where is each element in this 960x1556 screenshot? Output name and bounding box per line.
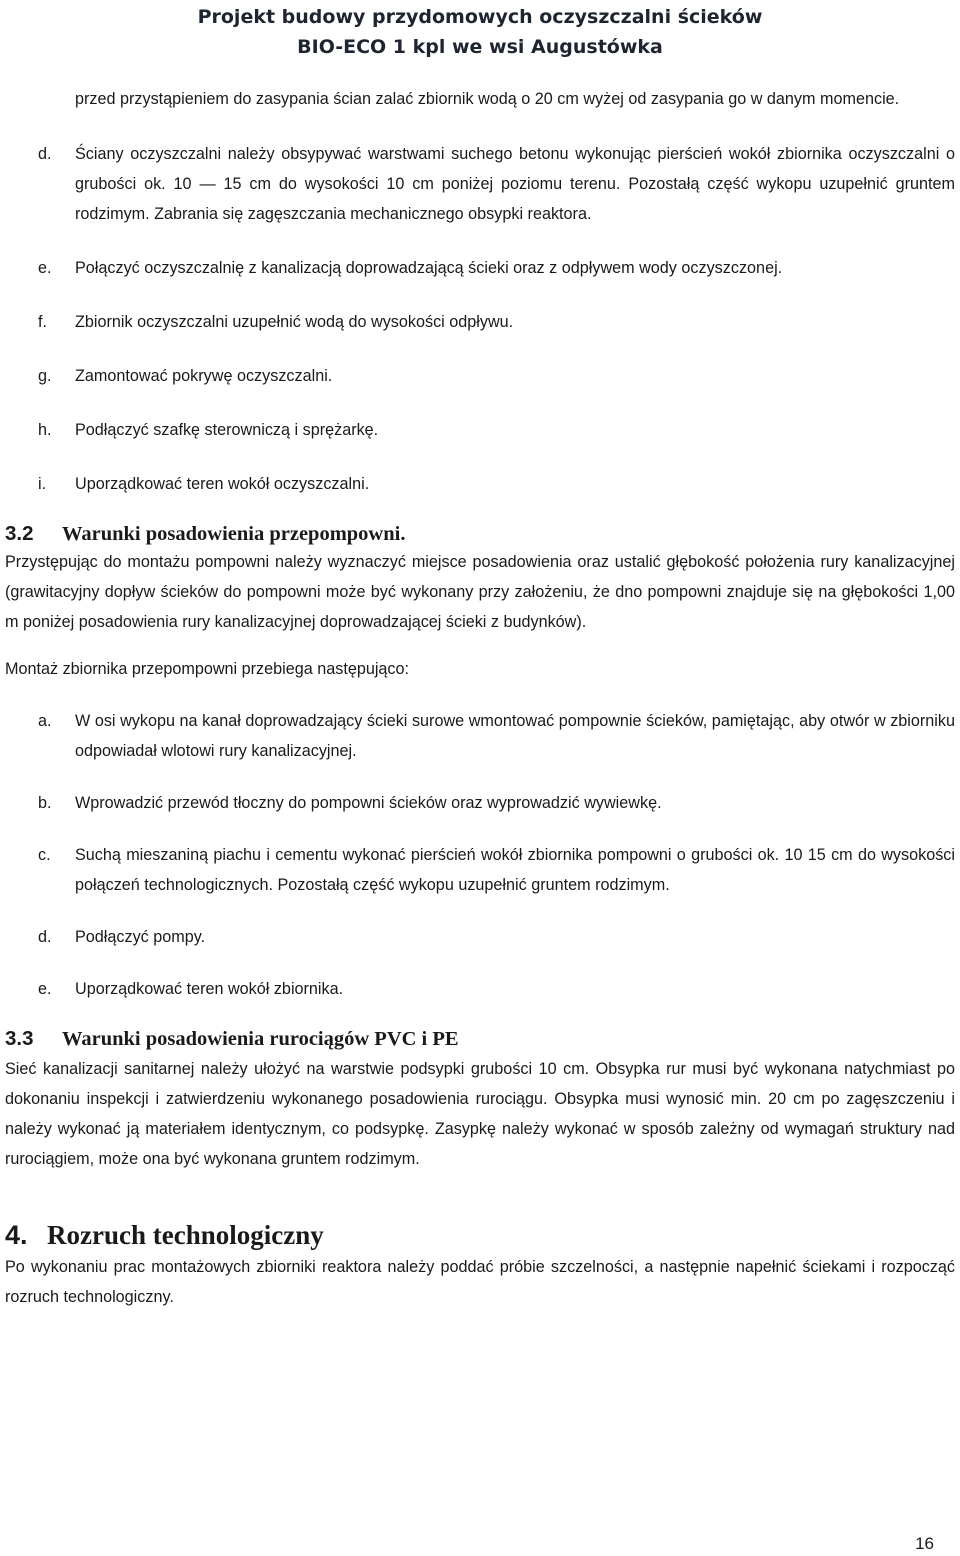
section-heading-3-3 [5,1026,955,1052]
list-text: Uporządkować teren wokół oczyszczalni. [75,475,370,493]
list-letter: f. [38,313,47,331]
list-text: Podłączyć pompy. [75,928,206,946]
section-3-3-paragraph: Sieć kanalizacji sanitarnej należy ułożyć na warstwie podsypki grubości 10 cm. Obsypka rur musi być wykonana natychmiast po dokonaniu inspekcji i zatwierdzeniu wykonanego posadowienia rurociągu. Obsypka musi wynosić min. 20 cm po zagęszczeniu i należy wykonać ją materiałem identycznym, co podsypkę. Zasypkę należy wykonać w sposób zależny od wymagań struktury nad rurociągiem, może ona być wykonana gruntem rodzimym. [5,1060,955,1168]
list-item-a [5,706,955,766]
list-item-b [5,788,955,818]
section-number: 4. [5,1220,28,1250]
continuation-paragraph: przed przystąpieniem do zasypania ścian zalać zbiornik wodą o 20 cm wyżej od zasypania go w danym momencie. [75,90,900,108]
list-text: Zamontować pokrywę oczyszczalni. [75,367,333,385]
list-letter: b. [38,794,52,812]
list-item-i [5,469,955,499]
list-item-f [5,307,955,337]
list-text: W osi wykopu na kanał doprowadzający ścieki surowe wmontować pompownie ścieków, pamiętając, aby otwór w zbiorniku odpowiadał wlotowi rury kanalizacyjnej. [75,712,955,760]
document-header [0,2,960,62]
list-text: Wprowadzić przewód tłoczny do pompowni ścieków oraz wyprowadzić wywiewkę. [75,794,662,812]
list-letter: d. [38,145,52,163]
list-item-e-2 [5,974,955,1004]
list-item-e [5,253,955,283]
list-letter: d. [38,928,52,946]
section-heading-3-2 [5,521,955,547]
section-title: Warunki posadowienia przepompowni. [62,523,406,545]
section-heading-4 [5,1218,955,1252]
document-body [5,84,955,1312]
list-text: Połączyć oczyszczalnię z kanalizacją doprowadzającą ścieki oraz z odpływem wody oczyszczonej. [75,259,783,277]
list-item-g [5,361,955,391]
list-letter: a. [38,712,52,730]
list-text: Ściany oczyszczalni należy obsypywać warstwami suchego betonu wykonując pierścień wokół zbiornika oczyszczalni o grubości ok. 10 — 15 cm do wysokości 10 cm poniżej poziomu terenu. Pozostałą część wykopu uzupełnić gruntem rodzimym. Zabrania się zagęszczania mechanicznego obsypki reaktora. [75,145,955,223]
list-letter: e. [38,259,52,277]
list-text: Suchą mieszaniną piachu i cementu wykonać pierścień wokół zbiornika pompowni o grubości ok. 10 15 cm do wysokości połączeń technologicznych. Pozostałą część wykopu uzupełnić gruntem rodzimym. [75,846,955,894]
section-3-2-paragraph: Przystępując do montażu pompowni należy wyznaczyć miejsce posadowienia oraz ustalić głębokość położenia rury kanalizacyjnej (grawitacyjny dopływ ścieków do pompowni może być wykonany przy założeniu, że dno pompowni znajduje się na głębokości 1,00 m poniżej posadowienia rury kanalizacyjnej doprowadzającej ścieki z budynków). [5,553,955,631]
list-letter: e. [38,980,52,998]
list-letter: c. [38,846,51,864]
section-3-2-intro: Montaż zbiornika przepompowni przebiega następująco: [5,660,410,678]
section-number: 3.2 [5,522,34,545]
list-item-h [5,415,955,445]
header-subtitle: BIO-ECO 1 kpl we wsi Augustówka [297,36,663,58]
list-letter: h. [38,421,52,439]
list-text: Podłączyć szafkę sterowniczą i sprężarkę. [75,421,379,439]
header-title: Projekt budowy przydomowych oczyszczalni ścieków [197,6,763,28]
list-item-d-2 [5,922,955,952]
section-title: Warunki posadowienia rurociągów PVC i PE [62,1028,459,1050]
section-4-paragraph: Po wykonaniu prac montażowych zbiorniki reaktora należy poddać próbie szczelności, a następnie napełnić ściekami i rozpocząć rozruch technologiczny. [5,1258,955,1306]
list-letter: g. [38,367,52,385]
section-number: 3.3 [5,1027,34,1050]
list-letter: i. [38,475,47,493]
list-text: Zbiornik oczyszczalni uzupełnić wodą do wysokości odpływu. [75,313,514,331]
list-item-c [5,840,955,900]
list-item-d [5,139,955,229]
page-number: 16 [915,1534,934,1553]
section-title: Rozruch technologiczny [47,1220,324,1250]
list-text: Uporządkować teren wokół zbiornika. [75,980,344,998]
